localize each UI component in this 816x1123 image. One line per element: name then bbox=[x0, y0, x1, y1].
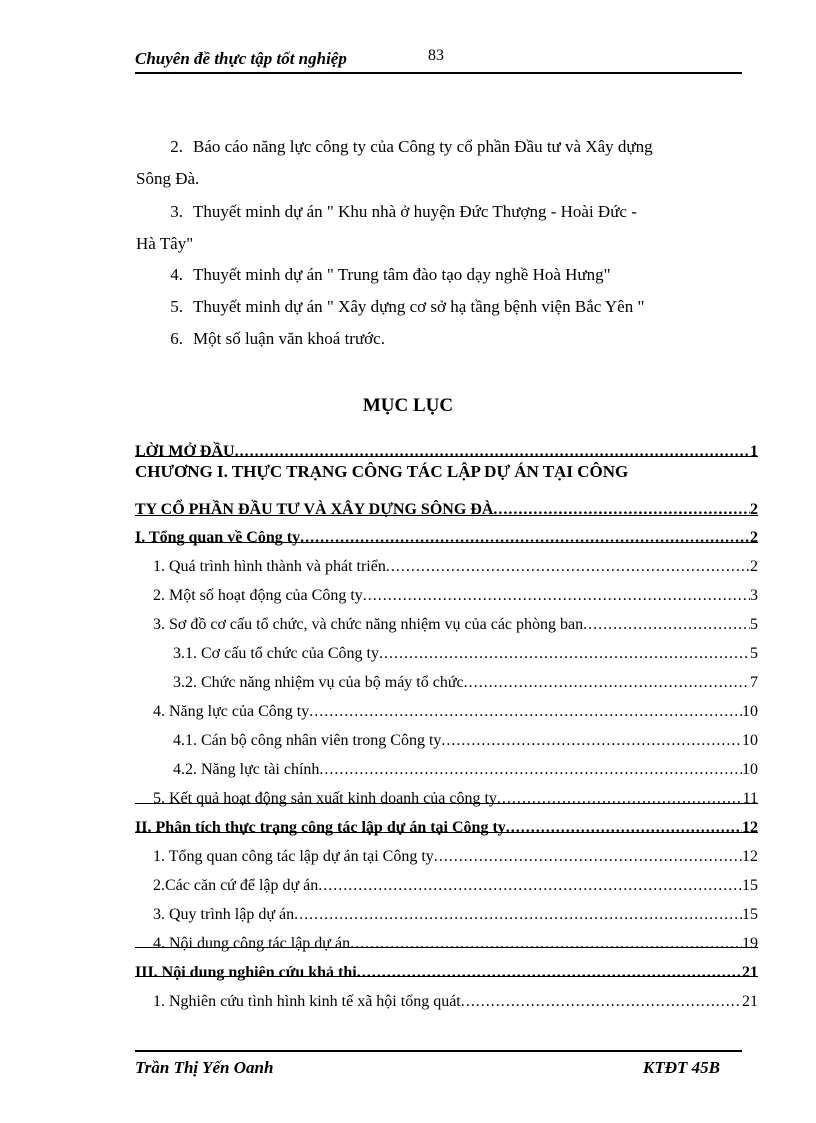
toc-page: 5 bbox=[750, 645, 758, 662]
reference-number: 5. bbox=[170, 297, 183, 316]
toc-page: 2 bbox=[750, 529, 758, 546]
toc-label: LỜI MỞ ĐẦU bbox=[135, 443, 235, 460]
leader-dots bbox=[235, 443, 750, 461]
leader-dots bbox=[493, 501, 750, 519]
toc-page: 21 bbox=[742, 993, 758, 1010]
toc-label: 4. Nội dung công tác lập dự án bbox=[153, 935, 351, 952]
toc-page: 10 bbox=[742, 761, 758, 778]
toc-page: 11 bbox=[742, 790, 758, 807]
toc-label: III. Nội dung nghiên cứu khả thi bbox=[135, 964, 357, 981]
toc-entry[interactable] bbox=[135, 895, 758, 924]
toc-entry[interactable] bbox=[135, 721, 758, 750]
reference-text: Báo cáo năng lực công ty của Công ty cổ phần Đầu tư và Xây dựng bbox=[193, 137, 653, 156]
toc-title: MỤC LỤC bbox=[362, 395, 454, 416]
toc-divider bbox=[135, 947, 758, 948]
page-number: 83 bbox=[428, 47, 444, 64]
toc-divider bbox=[135, 832, 758, 833]
reference-text: Thuyết minh dự án " Xây dựng cơ sở hạ tầng bệnh viện Bắc Yên " bbox=[193, 297, 645, 316]
toc-label: 5. Kết quả hoạt động sản xuất kinh doanh của công ty bbox=[153, 790, 497, 807]
toc-label: 3. Sơ đồ cơ cấu tổ chức, và chức năng nhiệm vụ của các phòng ban bbox=[153, 616, 584, 633]
toc-entry[interactable] bbox=[135, 982, 758, 1011]
author-name: Trần Thị Yến Oanh bbox=[135, 1058, 274, 1077]
leader-dots bbox=[309, 703, 742, 721]
toc-entry[interactable] bbox=[135, 576, 758, 605]
leader-dots bbox=[464, 674, 750, 692]
toc-divider bbox=[135, 542, 758, 543]
toc-page: 10 bbox=[742, 703, 758, 720]
toc-entry[interactable] bbox=[135, 953, 758, 982]
reference-text: Thuyết minh dự án " Trung tâm đào tạo dạy nghề Hoà Hưng" bbox=[193, 265, 611, 284]
toc-page: 12 bbox=[742, 819, 758, 836]
leader-dots bbox=[350, 935, 742, 953]
toc-entry[interactable] bbox=[135, 924, 758, 953]
toc-page: 1 bbox=[750, 443, 758, 460]
leader-dots bbox=[506, 819, 742, 837]
toc-page: 2 bbox=[750, 558, 758, 575]
reference-text: Thuyết minh dự án " Khu nhà ở huyện Đức Thượng - Hoài Đức - bbox=[193, 202, 637, 221]
toc-entry[interactable] bbox=[135, 837, 758, 866]
toc-page: 7 bbox=[750, 674, 758, 691]
toc-label: TY CỔ PHẦN ĐẦU TƯ VÀ XÂY DỰNG SÔNG ĐÀ bbox=[135, 501, 494, 518]
toc-label: 1. Quá trình hình thành và phát triển bbox=[153, 558, 386, 575]
leader-dots bbox=[363, 587, 750, 605]
header-title: Chuyên đề thực tập tốt nghiệp bbox=[135, 49, 347, 68]
toc-label: 3.2. Chức năng nhiệm vụ của bộ máy tổ chức bbox=[173, 674, 464, 691]
toc-label: II. Phân tích thực trạng công tác lập dự án tại Công ty bbox=[135, 819, 506, 836]
toc-label: I. Tổng quan về Công ty bbox=[135, 529, 301, 546]
reference-number: 2. bbox=[170, 137, 183, 156]
toc-page: 21 bbox=[742, 964, 758, 981]
reference-item bbox=[136, 196, 740, 260]
toc-page: 10 bbox=[742, 732, 758, 749]
toc-page: 5 bbox=[750, 616, 758, 633]
toc-entry[interactable] bbox=[135, 750, 758, 779]
toc-label: 4. Năng lực của Công ty bbox=[153, 703, 310, 720]
toc-label: 1. Nghiên cứu tình hình kinh tế xã hội tổng quát bbox=[153, 993, 461, 1010]
reference-number: 3. bbox=[170, 202, 183, 221]
toc-page: 12 bbox=[742, 848, 758, 865]
leader-dots bbox=[357, 964, 742, 982]
toc-label: 3.1. Cơ cấu tổ chức của Công ty bbox=[173, 645, 379, 662]
toc-entry[interactable] bbox=[135, 866, 758, 895]
reference-item bbox=[136, 291, 740, 323]
chapter-heading: CHƯƠNG I. THỰC TRẠNG CÔNG TÁC LẬP DỰ ÁN TẠI CÔNG bbox=[135, 462, 629, 481]
reference-text-continued: Sông Đà. bbox=[136, 169, 200, 188]
leader-dots bbox=[583, 616, 750, 634]
page-header bbox=[135, 44, 742, 74]
leader-dots bbox=[386, 558, 750, 576]
reference-text-continued: Hà Tây" bbox=[136, 234, 194, 253]
leader-dots bbox=[497, 790, 743, 808]
leader-dots bbox=[379, 645, 750, 663]
toc-label: 4.2. Năng lực tài chính bbox=[173, 761, 320, 778]
toc-divider bbox=[135, 976, 758, 977]
leader-dots bbox=[319, 761, 742, 779]
toc-label: 1. Tổng quan công tác lập dự án tại Công ty bbox=[153, 848, 434, 865]
toc-page: 19 bbox=[742, 935, 758, 952]
reference-number: 4. bbox=[170, 265, 183, 284]
reference-item bbox=[136, 259, 740, 291]
toc-label: 3. Quy trình lập dự án bbox=[153, 906, 295, 923]
toc-divider bbox=[135, 515, 758, 516]
toc-label: 4.1. Cán bộ công nhân viên trong Công ty bbox=[173, 732, 442, 749]
toc-entry[interactable] bbox=[135, 692, 758, 721]
toc-label: 2. Một số hoạt động của Công ty bbox=[153, 587, 363, 604]
leader-dots bbox=[300, 529, 750, 547]
toc-entry[interactable] bbox=[135, 663, 758, 692]
leader-dots bbox=[318, 877, 742, 895]
class-code: KTĐT 45B bbox=[643, 1058, 720, 1077]
leader-dots bbox=[441, 732, 742, 750]
toc-page: 15 bbox=[742, 877, 758, 894]
leader-dots bbox=[461, 993, 742, 1011]
reference-number: 6. bbox=[170, 329, 183, 348]
toc-page: 2 bbox=[750, 501, 758, 518]
toc-label: 2.Các căn cứ để lập dự án bbox=[153, 877, 319, 894]
toc-page: 15 bbox=[742, 906, 758, 923]
reference-item bbox=[136, 323, 740, 355]
toc-divider bbox=[135, 456, 758, 457]
reference-text: Một số luận văn khoá trước. bbox=[193, 329, 385, 348]
toc-entry[interactable] bbox=[135, 547, 758, 576]
toc-entry[interactable] bbox=[135, 605, 758, 634]
toc-divider bbox=[135, 803, 758, 804]
leader-dots bbox=[294, 906, 742, 924]
leader-dots bbox=[434, 848, 742, 866]
toc-entry[interactable] bbox=[135, 634, 758, 663]
page-footer bbox=[135, 1050, 742, 1077]
reference-item bbox=[136, 131, 740, 195]
toc-page: 3 bbox=[750, 587, 758, 604]
